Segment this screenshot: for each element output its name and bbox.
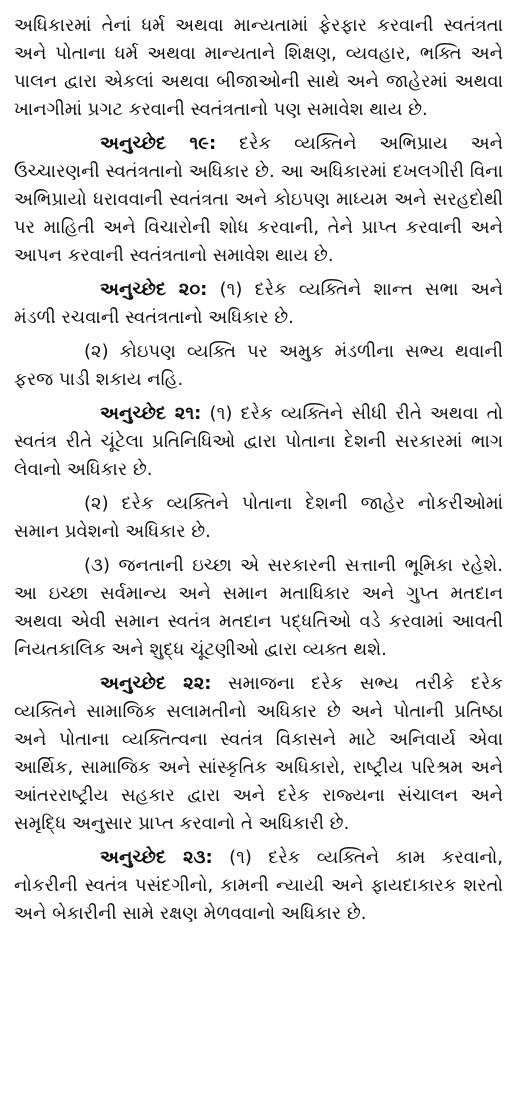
article-20-clause-1: (૧) દરેક વ્યક્તિને શાન્ત સભા અને મંડળી રચવાની સ્વતંત્રતાનો અધિકાર છે. bbox=[14, 279, 503, 328]
article-20 bbox=[14, 276, 503, 332]
article-19-heading: અનુચ્છેદ ૧૯: bbox=[100, 133, 217, 154]
article-21-heading: અનુચ્છેદ ૨૧: bbox=[100, 403, 202, 424]
article-22-text: સમાજના દરેક સભ્ય તરીકે દરેક વ્યક્તિને સામાજિક સલામતીનો અધિકાર છે અને પોતાની પ્રતિષ્ઠા અને પોતાના વ્યક્તિત્વના સ્વતંત્ર વિકાસને માટે અનિવાર્ય એવા આર્થિક, સામાજિક અને સાંસ્કૃતિક અધિકારો, રાષ્ટ્રીય પરિશ્રમ અને આંતરરાષ્ટ્રીય સહકાર દ્વારા અને દરેક રાજ્યના સંચાલન અને સમૃદ્ધિ અનુસાર પ્રાપ્ત કરવાનો તે અધિકારી છે. bbox=[14, 673, 503, 834]
article-23 bbox=[14, 844, 503, 928]
article-19 bbox=[14, 130, 503, 270]
article-22 bbox=[14, 670, 503, 838]
article-19-text: દરેક વ્યક્તિને અભિપ્રાય અને ઉચ્ચારણની સ્વતંત્રતાનો અધિકાર છે. આ અધિકારમાં દખલગીરી વિના અભિપ્રાયો ધરાવવાની સ્વતંત્રતા અને કોઇપણ માધ્યમ અને સરહદોથી પર માહિતી અને વિચારોની શોધ કરવાની, તેને પ્રાપ્ત કરવાની અને આપન કરવાની સ્વતંત્રતાનો સમાવેશ થાય છે. bbox=[14, 133, 504, 266]
article-21-clause-2: (૨) દરેક વ્યક્તિને પોતાના દેશની જાહેર નોકરીઓમાં સમાન પ્રવેશનો અધિકાર છે. bbox=[14, 493, 503, 542]
article-22-heading: અનુચ્છેદ ૨૨: bbox=[100, 673, 212, 694]
article-20-clause-2: (૨) કોઇપણ વ્યક્તિ પર અમુક મંડળીના સભ્ય થવાની ફરજ પાડી શકાય નહિ. bbox=[14, 341, 503, 390]
article-20-heading: અનુચ્છેદ ૨૦: bbox=[100, 279, 208, 300]
article-21-clause-3: (૩) જનતાની ઇચ્છા એ સરકારની સત્તાની ભૂમિકા રહેશે. આ ઇચ્છા સર્વમાન્ય અને સમાન મતાધિકાર અને ગુપ્ત મતદાન અથવા એવી સમાન સ્વતંત્ર મતદાન પદ્ધતિઓ વડે કરવામાં આવતી નિયતકાલિક અને શુદ્ધ ચૂંટણીઓ દ્વારા વ્યક્ત થશે. bbox=[14, 555, 503, 660]
article-21 bbox=[14, 400, 503, 484]
article-23-clause-1: (૧) દરેક વ્યક્તિને કામ કરવાનો, નોકરીની સ્વતંત્ર પસંદગીનો, કામની ન્યાયી અને ફાયદાકારક શરતો અને બેકારીની સામે રક્ષણ મેળવવાનો અધિકાર છે. bbox=[14, 847, 503, 924]
article-21-clause-1: (૧) દરેક વ્યક્તિને સીધી રીતે અથવા તો સ્વતંત્ર રીતે ચૂંટેલા પ્રતિનિધિઓ દ્વારા પોતાના દેશની સરકારમાં ભાગ લેવાનો અધિકાર છે. bbox=[14, 403, 503, 480]
article-23-heading: અનુચ્છેદ ૨૩: bbox=[100, 847, 213, 868]
intro-paragraph: અધિકારમાં તેનાં ધર્મ અથવા માન્યતામાં ફેરફાર કરવાની સ્વતંત્રતા અને પોતાના ધર્મ અથવા માન્યતાને શિક્ષણ, વ્યવહાર, ભક્તિ અને પાલન દ્વારા એકલાં અથવા બીજાઓની સાથે અને જાહેરમાં અથવા ખાનગીમાં પ્રગટ કરવાની સ્વતંત્રતાનો પણ સમાવેશ થાય છે. bbox=[14, 15, 503, 120]
